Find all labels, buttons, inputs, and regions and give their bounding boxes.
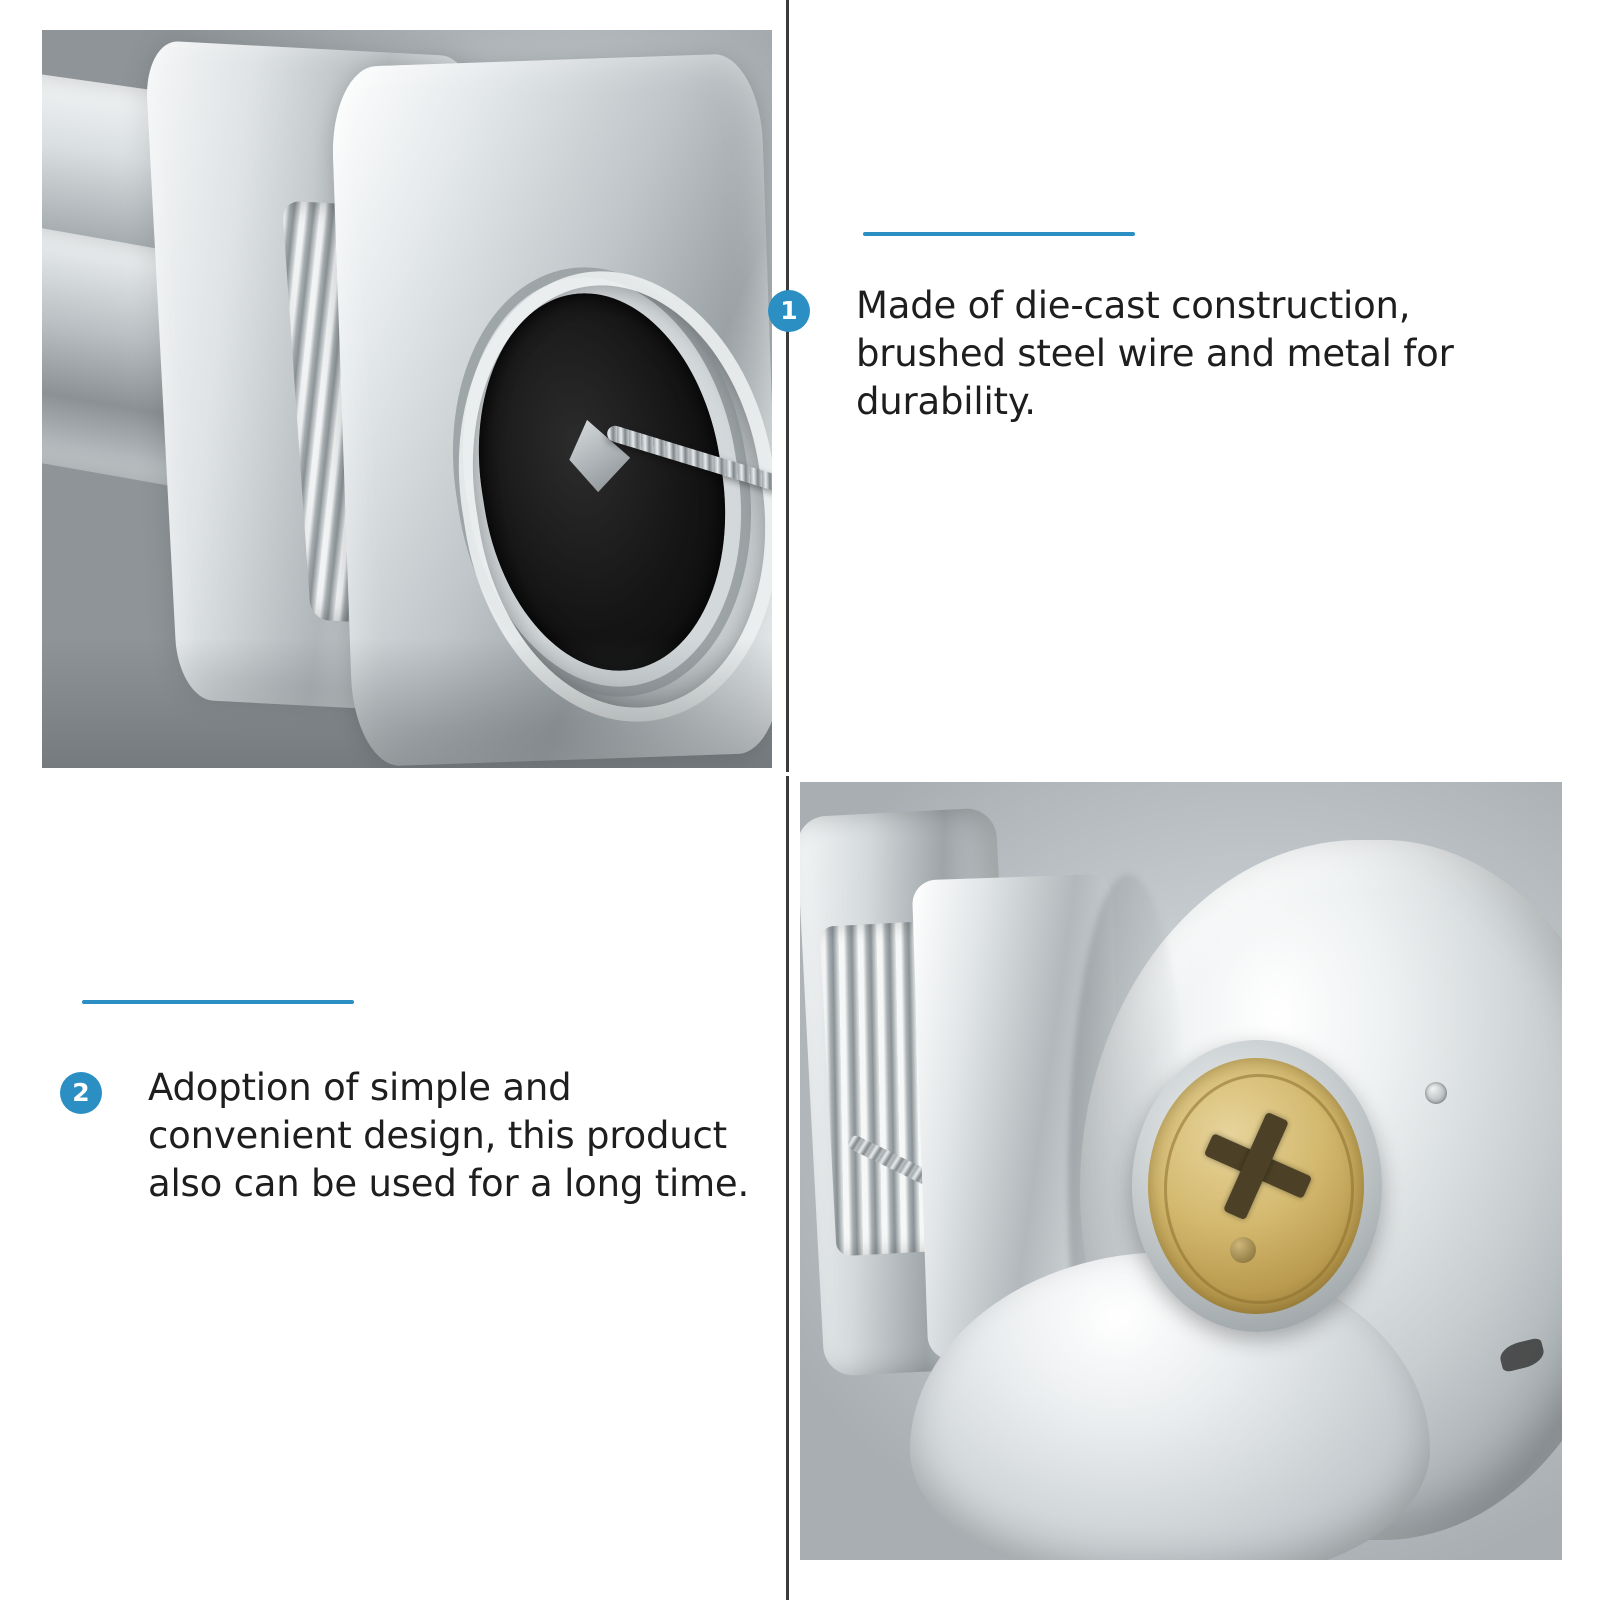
keyhole-pin <box>1230 1237 1256 1263</box>
set-screw <box>1425 1082 1447 1104</box>
divider-vertical-bottom <box>786 776 789 1600</box>
product-photo-1 <box>42 30 772 768</box>
feature-2-text: Adoption of simple and convenient design, this product also can be used for a long time. <box>148 1066 750 1206</box>
feature-2-accent-rule <box>82 1000 354 1004</box>
feature-1-row <box>768 282 1548 426</box>
feature-2-row <box>60 1064 760 1208</box>
brass-keyhole-inner-ring <box>1164 1074 1354 1304</box>
feature-1-text: Made of die-cast construction, brushed steel wire and metal for durability. <box>856 284 1454 424</box>
feature-block-2 <box>60 1000 760 1208</box>
feature-1-accent-rule <box>863 232 1135 236</box>
product-photo-2 <box>800 782 1562 1560</box>
photo-1-shadow <box>42 638 772 768</box>
feature-block-1 <box>768 232 1548 426</box>
feature-1-number-badge: 1 <box>768 290 810 332</box>
feature-2-number-badge: 2 <box>60 1072 102 1114</box>
